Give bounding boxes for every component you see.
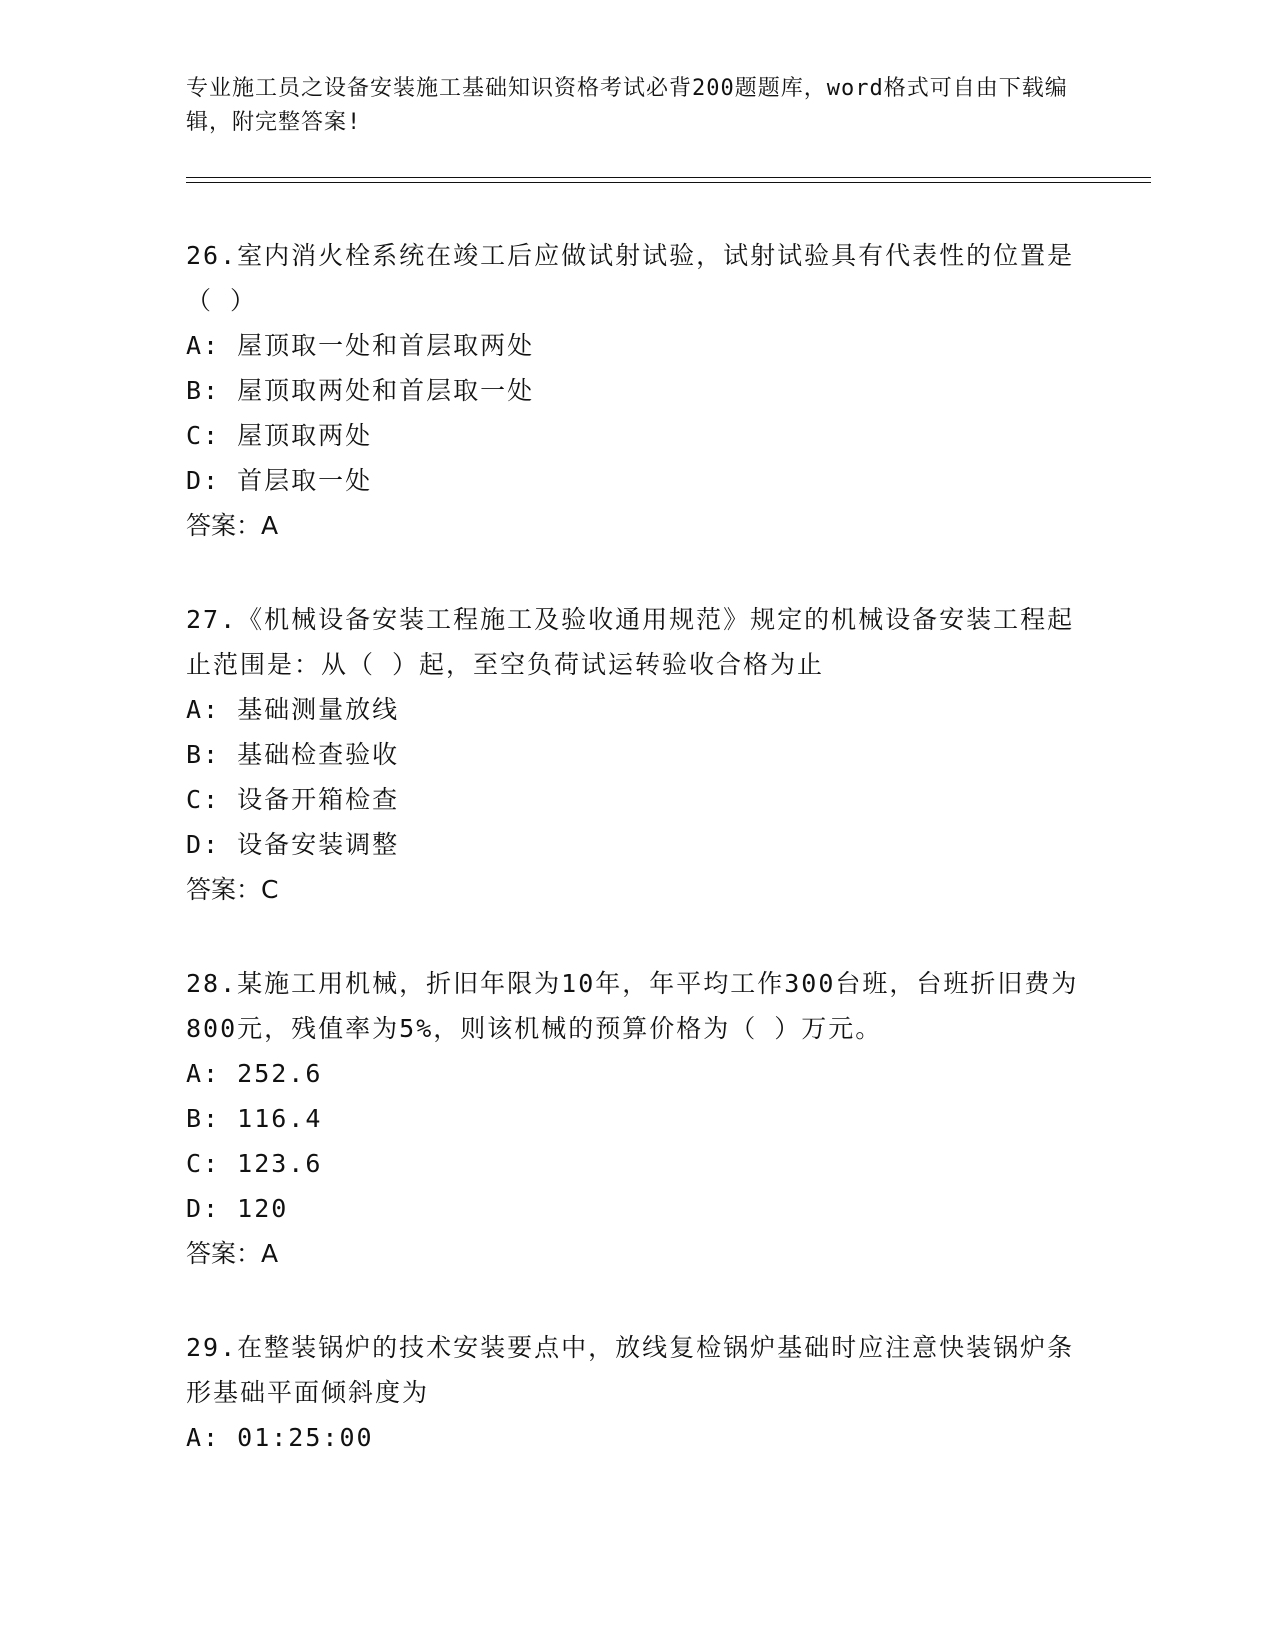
question-29 (186, 1325, 1086, 1460)
option-a: A: 252.6 (186, 1059, 323, 1088)
question-28 (186, 961, 1086, 1276)
answer: 答案：A (186, 511, 279, 540)
question-list (186, 233, 1086, 1509)
option-a: A: 屋顶取一处和首层取两处 (186, 331, 535, 360)
option-a: A: 01:25:00 (186, 1423, 374, 1452)
option-b: B: 屋顶取两处和首层取一处 (186, 376, 535, 405)
question-27 (186, 597, 1086, 912)
question-stem: 27.《机械设备安装工程施工及验收通用规范》规定的机械设备安装工程起止范围是：从（ ）起，至空负荷试运转验收合格为止 (186, 605, 1075, 679)
answer: 答案：C (186, 875, 279, 904)
option-c: C: 屋顶取两处 (186, 421, 373, 450)
option-b: B: 基础检查验收 (186, 740, 400, 769)
option-c: C: 123.6 (186, 1149, 323, 1178)
option-c: C: 设备开箱检查 (186, 785, 400, 814)
question-stem: 29.在整装锅炉的技术安装要点中，放线复检锅炉基础时应注意快装锅炉条形基础平面倾斜度为 (186, 1333, 1075, 1407)
option-d: D: 设备安装调整 (186, 830, 400, 859)
option-d: D: 首层取一处 (186, 466, 373, 495)
option-a: A: 基础测量放线 (186, 695, 400, 724)
answer: 答案：A (186, 1239, 279, 1268)
document-header: 专业施工员之设备安装施工基础知识资格考试必背200题题库，word格式可自由下载编辑，附完整答案! (186, 76, 1068, 135)
header-divider (186, 177, 1151, 183)
question-stem: 26.室内消火栓系统在竣工后应做试射试验，试射试验具有代表性的位置是（ ） (186, 241, 1075, 315)
question-stem: 28.某施工用机械，折旧年限为10年，年平均工作300台班，台班折旧费为800元，残值率为5%，则该机械的预算价格为（ ）万元。 (186, 969, 1079, 1043)
option-b: B: 116.4 (186, 1104, 323, 1133)
option-d: D: 120 (186, 1194, 289, 1223)
question-26 (186, 233, 1086, 548)
